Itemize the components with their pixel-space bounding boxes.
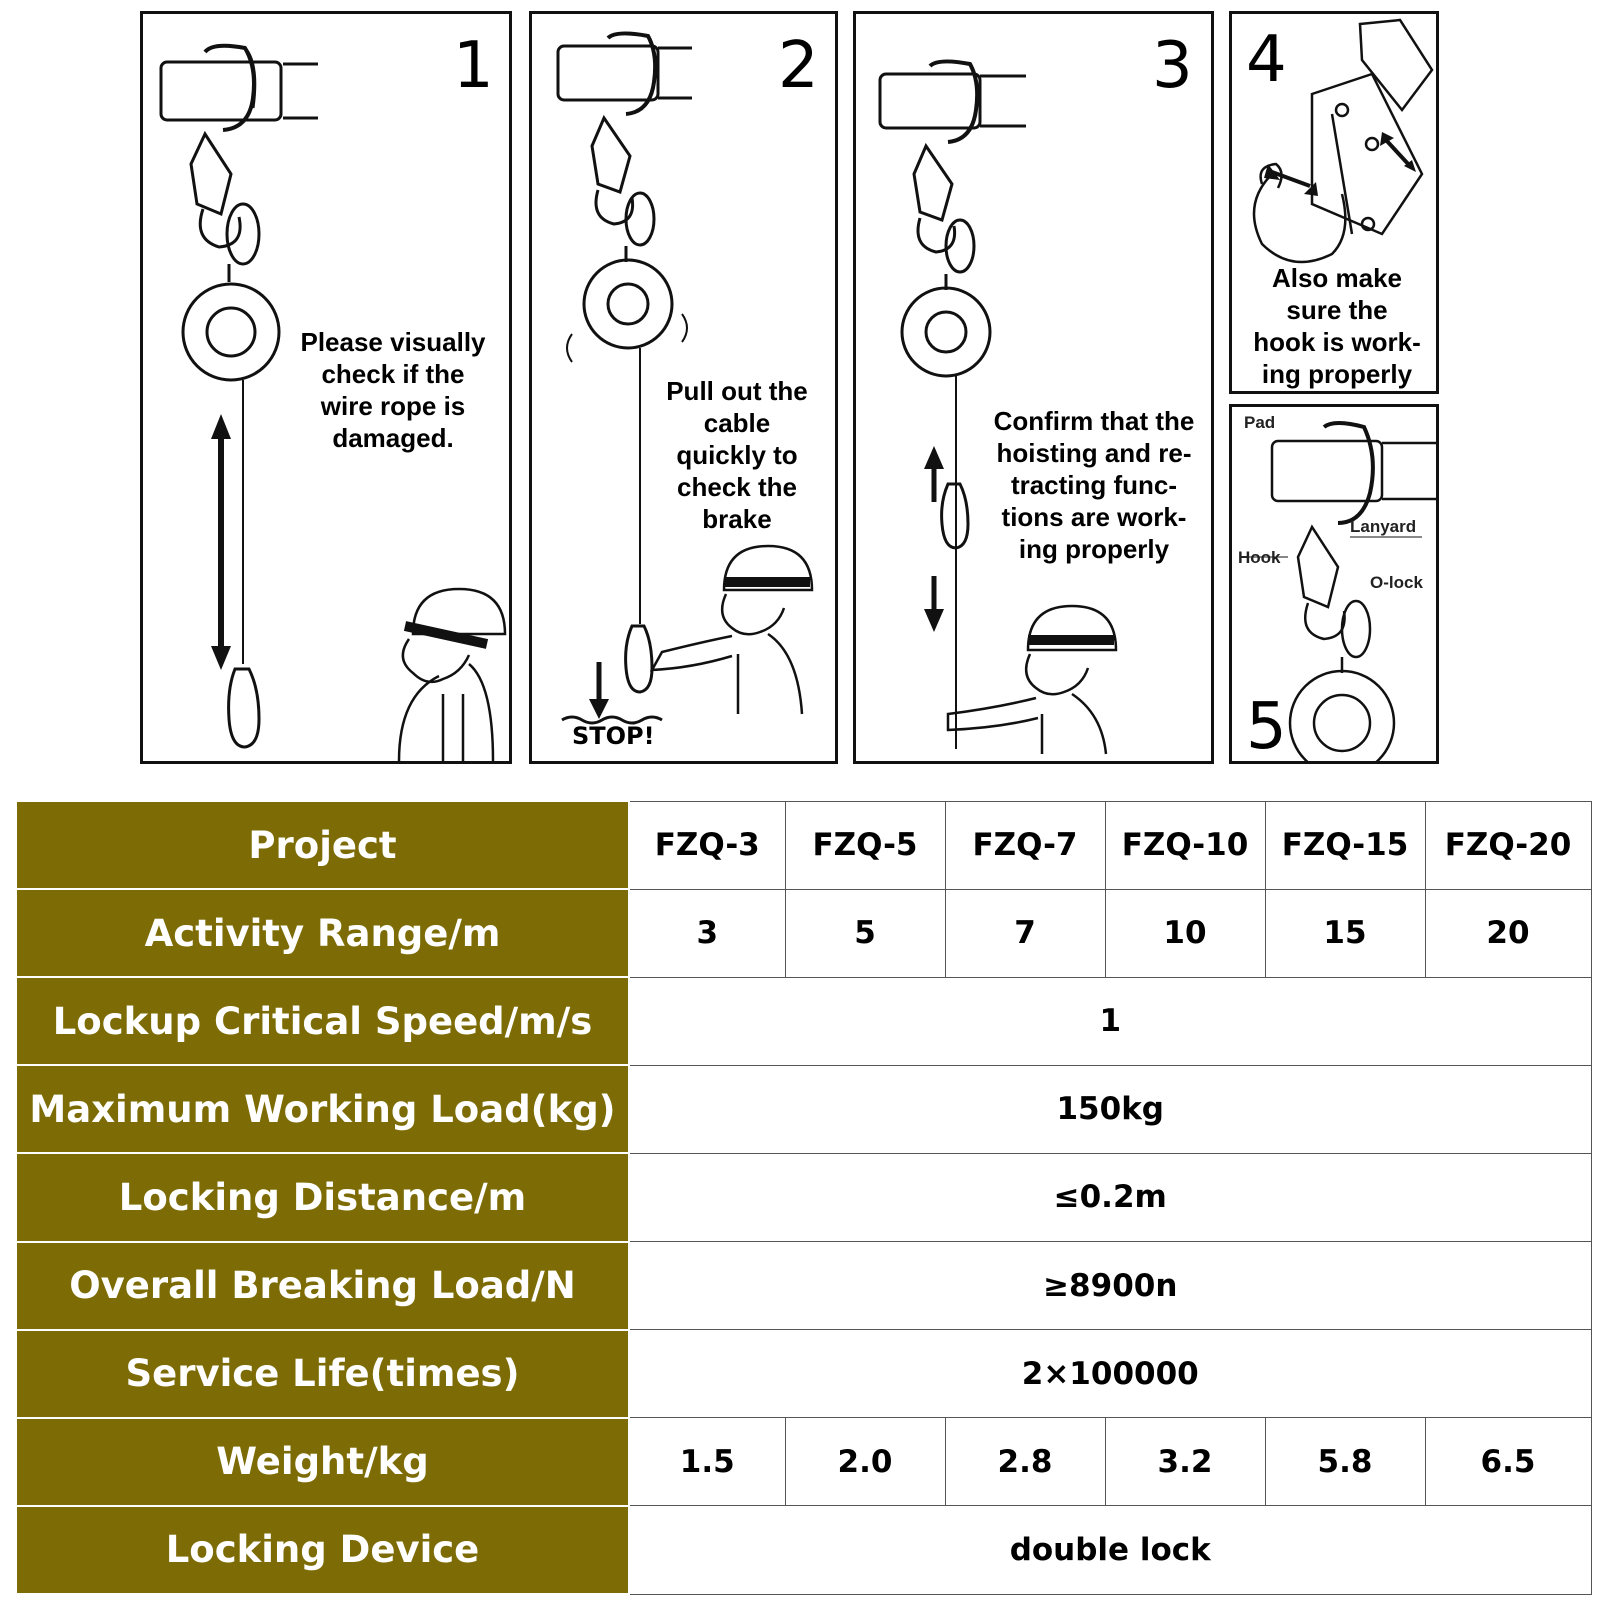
part-label-lanyard: Lanyard xyxy=(1350,517,1417,536)
table-cell: 3.2 xyxy=(1105,1418,1265,1506)
row-label: Service Life(times) xyxy=(16,1330,629,1418)
table-row xyxy=(16,889,1591,977)
row-label: Locking Distance/m xyxy=(16,1153,629,1241)
step-number-3: 3 xyxy=(1152,29,1193,103)
table-cell: 20 xyxy=(1425,889,1591,977)
panel-1-caption xyxy=(273,326,512,454)
row-label: Locking Device xyxy=(16,1506,629,1594)
table-cell-merged: ≥8900n xyxy=(629,1242,1591,1330)
stop-label: STOP! xyxy=(572,722,655,750)
panel-1-visual-check xyxy=(140,11,512,764)
table-header-row xyxy=(16,801,1591,889)
panel-4-caption xyxy=(1232,262,1439,390)
table-cell-merged: 150kg xyxy=(629,1065,1591,1153)
table-row xyxy=(16,1065,1591,1153)
panel-2-caption xyxy=(642,375,832,535)
model-header: FZQ-15 xyxy=(1265,801,1425,889)
panel-3-caption xyxy=(974,405,1214,565)
row-label: Project xyxy=(16,801,629,889)
table-cell: 6.5 xyxy=(1425,1418,1591,1506)
caption-line: damaged. xyxy=(332,423,454,453)
caption-line: tracting func- xyxy=(1010,470,1178,500)
panel-2-brake-check xyxy=(529,11,838,764)
table-cell: 1.5 xyxy=(629,1418,785,1506)
caption-line: check if the xyxy=(321,359,465,389)
caption-line: Pull out the xyxy=(666,376,808,406)
caption-line: ing properly xyxy=(1018,534,1170,564)
row-label: Activity Range/m xyxy=(16,889,629,977)
caption-line: quickly to xyxy=(676,440,798,470)
step-number-2: 2 xyxy=(778,29,819,103)
caption-line: tions are work- xyxy=(1001,502,1187,532)
model-header: FZQ-10 xyxy=(1105,801,1265,889)
part-label-hook: Hook xyxy=(1238,548,1281,567)
table-cell-merged: 2×100000 xyxy=(629,1330,1591,1418)
step-number-4: 4 xyxy=(1246,23,1287,97)
caption-line: hook is work- xyxy=(1253,327,1421,357)
step-number-5: 5 xyxy=(1246,690,1287,764)
table-cell-merged: ≤0.2m xyxy=(629,1153,1591,1241)
caption-line: Also make xyxy=(1271,263,1403,293)
caption-line: cable xyxy=(703,408,771,438)
table-cell: 5 xyxy=(785,889,945,977)
table-cell: 7 xyxy=(945,889,1105,977)
row-label: Maximum Working Load(kg) xyxy=(16,1065,629,1153)
model-header: FZQ-20 xyxy=(1425,801,1591,889)
row-label: Overall Breaking Load/N xyxy=(16,1242,629,1330)
step-number-1: 1 xyxy=(453,29,494,103)
panel-3-illustration xyxy=(856,14,1214,764)
table-row xyxy=(16,1330,1591,1418)
row-label: Weight/kg xyxy=(16,1418,629,1506)
table-cell-merged: 1 xyxy=(629,977,1591,1065)
caption-line: check the xyxy=(677,472,797,502)
spec-table xyxy=(15,800,1592,1595)
table-row xyxy=(16,1153,1591,1241)
caption-line: ing properly xyxy=(1261,359,1413,389)
model-header: FZQ-5 xyxy=(785,801,945,889)
table-cell: 3 xyxy=(629,889,785,977)
panel-5-parts-diagram xyxy=(1229,404,1439,764)
panel-4-hook-check xyxy=(1229,11,1439,394)
caption-line: Confirm that the xyxy=(993,406,1195,436)
table-cell: 5.8 xyxy=(1265,1418,1425,1506)
caption-line: hoisting and re- xyxy=(996,438,1192,468)
model-header: FZQ-3 xyxy=(629,801,785,889)
caption-line: wire rope is xyxy=(320,391,466,421)
model-header: FZQ-7 xyxy=(945,801,1105,889)
table-row xyxy=(16,1418,1591,1506)
table-cell: 2.8 xyxy=(945,1418,1105,1506)
table-row xyxy=(16,1242,1591,1330)
table-cell-merged: double lock xyxy=(629,1506,1591,1594)
row-label: Lockup Critical Speed/m/s xyxy=(16,977,629,1065)
caption-line: brake xyxy=(702,504,772,534)
panel-3-hoist-retract-check xyxy=(853,11,1214,764)
table-cell: 10 xyxy=(1105,889,1265,977)
caption-line: sure the xyxy=(1286,295,1388,325)
table-row xyxy=(16,1506,1591,1594)
part-label-pad: Pad xyxy=(1244,413,1276,432)
part-label-olock: O-lock xyxy=(1370,573,1423,592)
table-cell: 15 xyxy=(1265,889,1425,977)
table-cell: 2.0 xyxy=(785,1418,945,1506)
caption-line: Please visually xyxy=(300,327,486,357)
table-row xyxy=(16,977,1591,1065)
